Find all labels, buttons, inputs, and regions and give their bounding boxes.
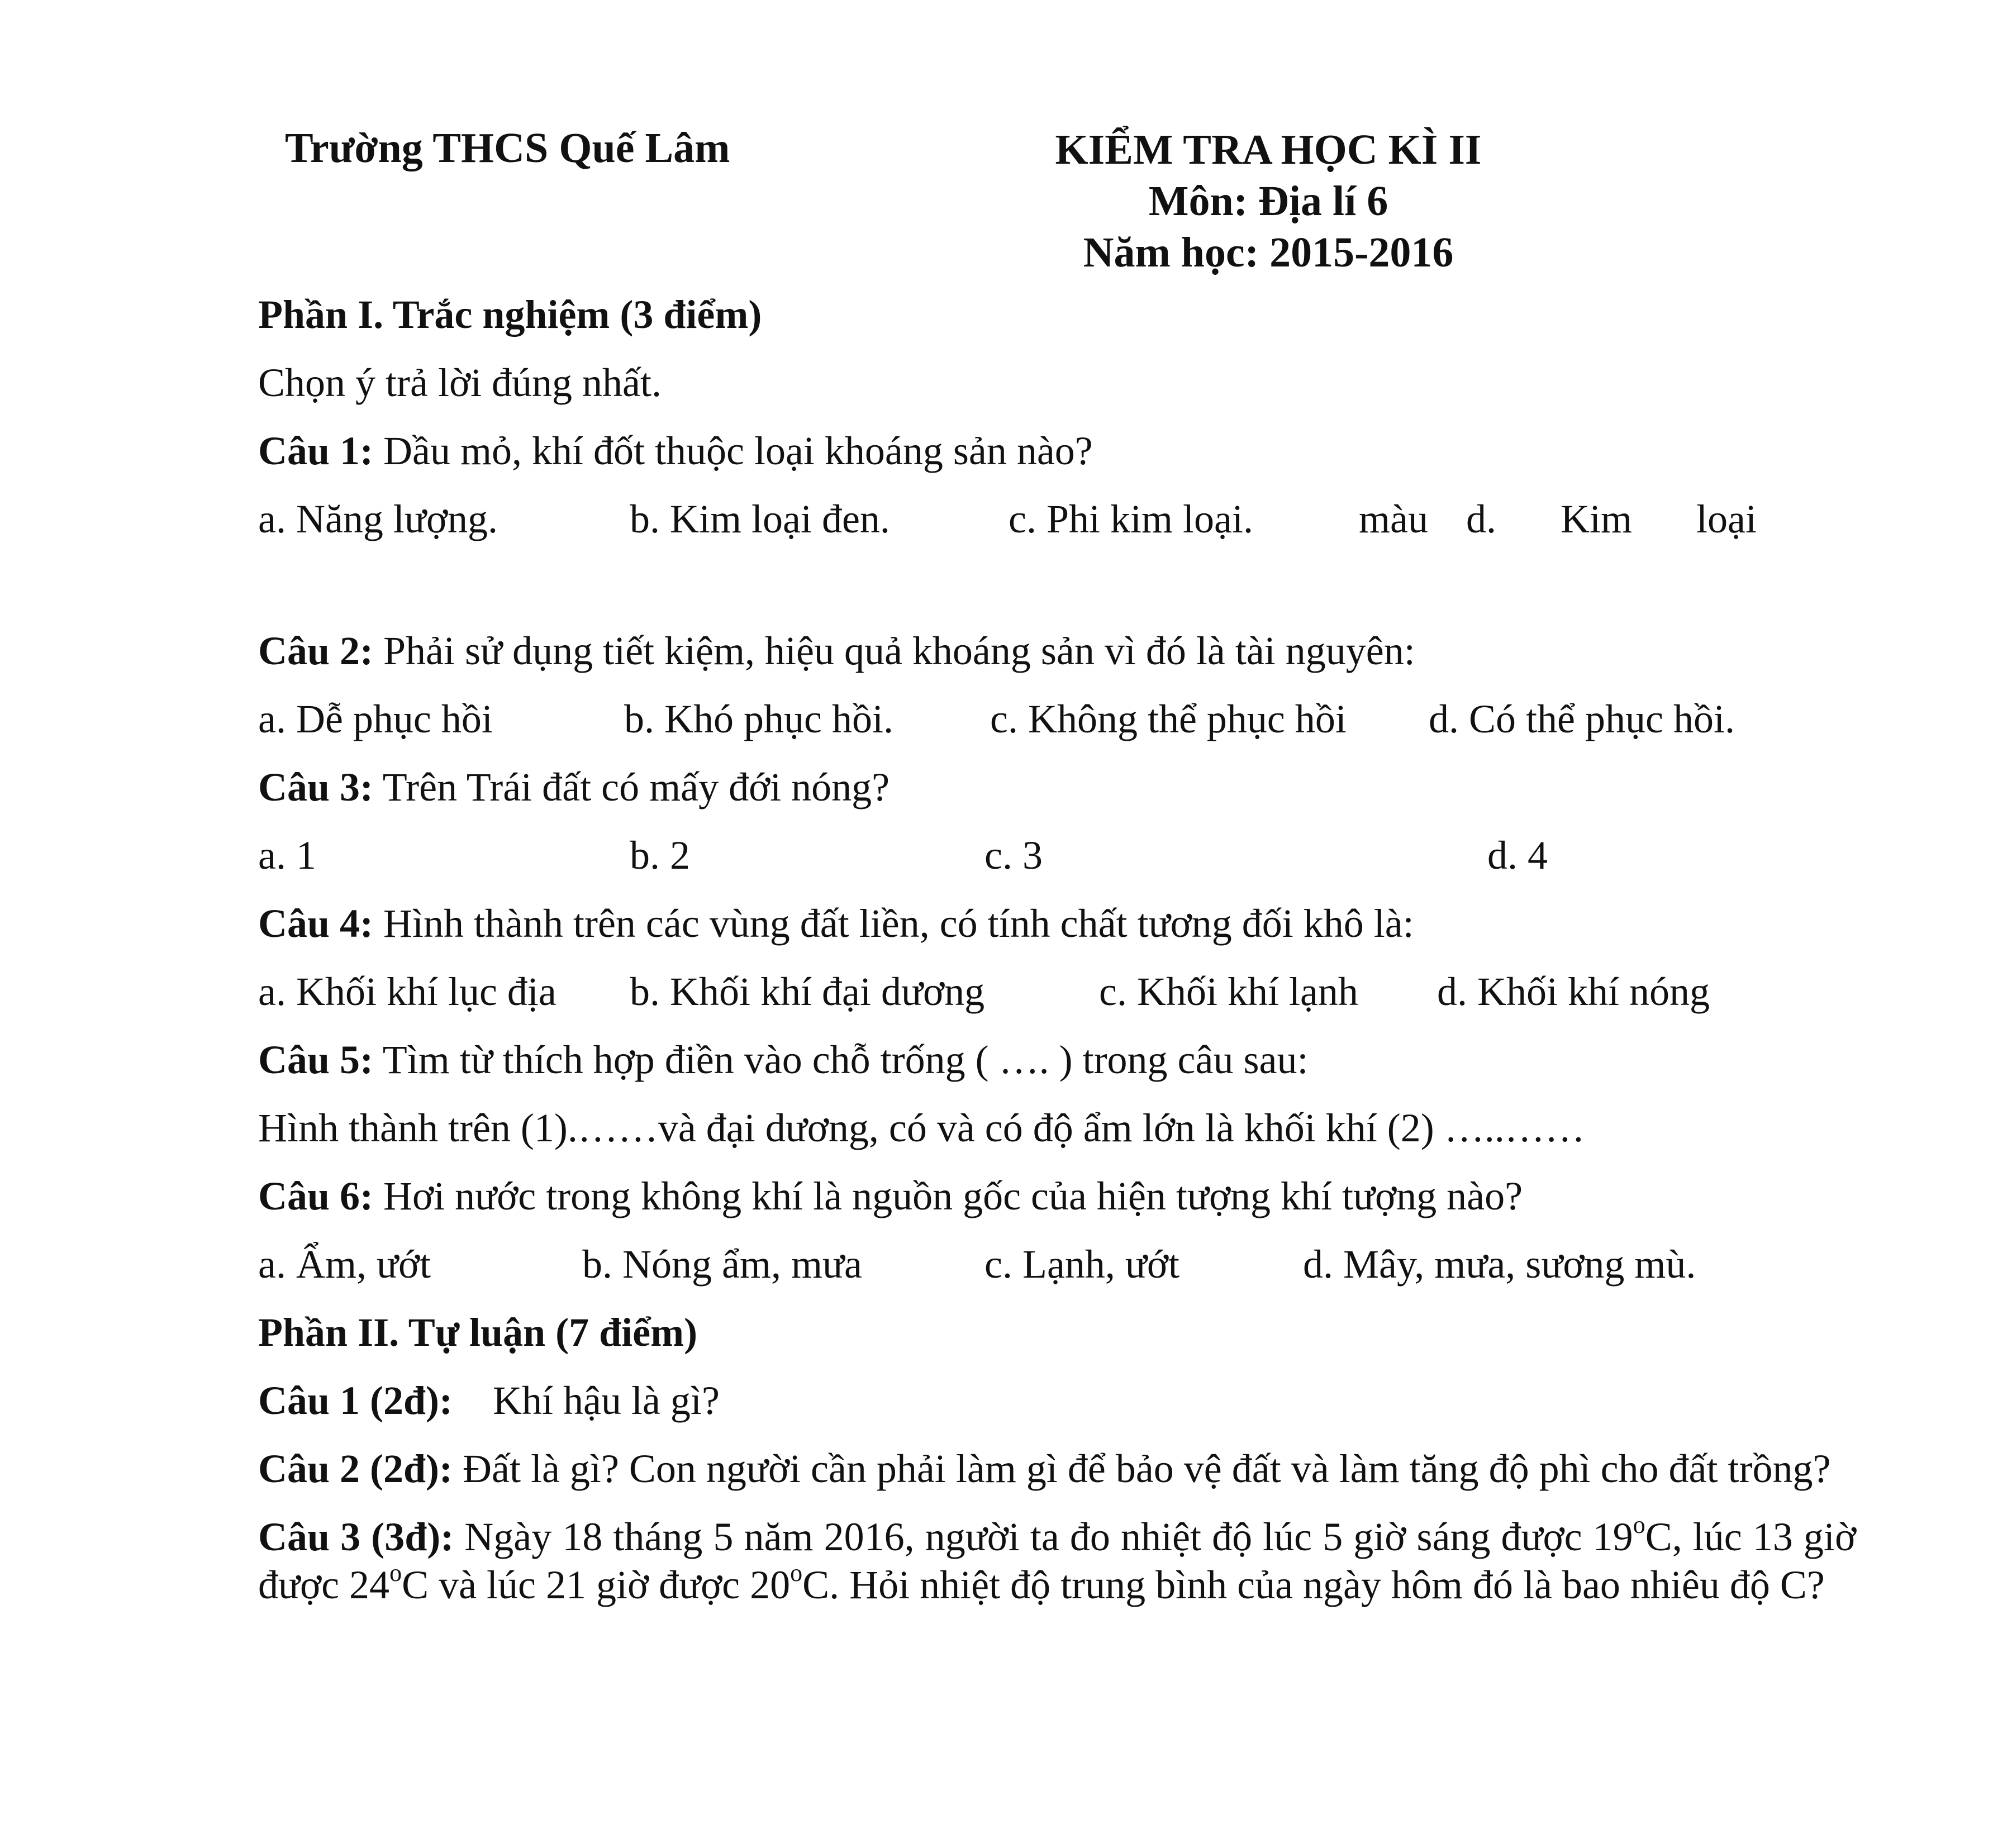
essay-question-2 [258, 1445, 1856, 1493]
essay-question-3-text-2: C, lúc 13 giờ được 24 [258, 1514, 1857, 1607]
essay-question-3 [258, 1513, 1856, 1609]
school-name: Trường THCS Quế Lâm [285, 125, 730, 172]
essay-question-3-text-1: Ngày 18 tháng 5 năm 2016, người ta đo nhiệt độ lúc 5 giờ sáng được 19 [454, 1514, 1633, 1559]
q4-option-a: a. Khối khí lục địa [258, 969, 556, 1014]
q3-option-b: b. 2 [630, 833, 690, 878]
exam-content [258, 290, 1856, 1629]
question-5-label: Câu 5: [258, 1037, 374, 1082]
part1-title: Phần I. Trắc nghiệm (3 điểm) [258, 292, 762, 337]
exam-header [961, 124, 1576, 278]
question-4-label: Câu 4: [258, 901, 374, 946]
question-1 [258, 427, 1856, 495]
question-1-text: Dầu mỏ, khí đốt thuộc loại khoáng sản nào? [373, 428, 1093, 473]
q2-option-a: a. Dễ phục hồi [258, 697, 493, 741]
question-6 [258, 1172, 1856, 1240]
essay-question-2-text: Đất là gì? Con người cần phải làm gì để bảo vệ đất và làm tăng độ phì cho đất trồng? [453, 1446, 1831, 1491]
degree-sign-2: o [389, 1559, 402, 1587]
question-5 [258, 1036, 1856, 1104]
essay-question-1 [258, 1377, 1856, 1445]
question-5-text: Tìm từ thích hợp điền vào chỗ trống ( …. ) trong câu sau: [373, 1037, 1309, 1082]
question-5-fill-sentence: Hình thành trên (1).……và đại dương, có và có độ ẩm lớn là khối khí (2) …..…… [258, 1106, 1585, 1150]
exam-title: KIỂM TRA HỌC KÌ II [1055, 126, 1482, 173]
q1-option-c: c. Phi kim loại. [1009, 497, 1253, 541]
q1-option-b: b. Kim loại đen. [630, 497, 890, 541]
part2-title: Phần II. Tự luận (7 điểm) [258, 1310, 698, 1355]
degree-sign-1: o [1633, 1511, 1645, 1539]
essay-question-2-label: Câu 2 (2đ): [258, 1446, 453, 1491]
q1-option-a: a. Năng lượng. [258, 497, 498, 541]
question-2-text: Phải sử dụng tiết kiệm, hiệu quả khoáng sản vì đó là tài nguyên: [373, 628, 1415, 673]
question-3 [258, 763, 1856, 831]
q6-option-a: a. Ẩm, ướt [258, 1242, 431, 1287]
q4-option-b: b. Khối khí đại dương [630, 969, 985, 1014]
essay-question-1-text: Khí hậu là gì? [453, 1378, 720, 1423]
question-4-text: Hình thành trên các vùng đất liền, có tính chất tương đối khô là: [373, 901, 1414, 946]
part1-instruction: Chọn ý trả lời đúng nhất. [258, 360, 662, 405]
question-2-options [258, 695, 1856, 763]
essay-question-3-label: Câu 3 (3đ): [258, 1514, 454, 1559]
exam-subject: Môn: Địa lí 6 [1148, 178, 1388, 225]
question-3-options [258, 831, 1856, 899]
question-3-label: Câu 3: [258, 765, 374, 809]
essay-question-1-label: Câu 1 (2đ): [258, 1378, 453, 1423]
question-1-label: Câu 1: [258, 428, 374, 473]
q3-option-a: a. 1 [258, 833, 316, 878]
q2-option-d: d. Có thể phục hồi. [1429, 697, 1735, 741]
question-3-text: Trên Trái đất có mấy đới nóng? [373, 765, 890, 809]
q6-option-b: b. Nóng ẩm, mưa [582, 1242, 862, 1287]
q3-option-c: c. 3 [984, 833, 1043, 878]
degree-sign-3: o [790, 1559, 803, 1587]
question-2-label: Câu 2: [258, 628, 374, 673]
q1-option-d: d. Kim loại [1466, 497, 1757, 541]
q3-option-d: d. 4 [1487, 833, 1548, 878]
question-1-options [258, 495, 1856, 627]
q4-option-d: d. Khối khí nóng [1437, 969, 1710, 1014]
q6-option-d: d. Mây, mưa, sương mù. [1303, 1242, 1696, 1287]
q2-option-c: c. Không thể phục hồi [990, 697, 1347, 741]
question-6-text: Hơi nước trong không khí là nguồn gốc của hiện tượng khí tượng nào? [373, 1174, 1523, 1218]
q6-option-c: c. Lạnh, ướt [984, 1242, 1179, 1287]
question-4-options [258, 968, 1856, 1036]
essay-question-3-text-3: C và lúc 21 giờ được 20 [402, 1563, 791, 1607]
q4-option-c: c. Khối khí lạnh [1099, 969, 1358, 1014]
q2-option-b: b. Khó phục hồi. [624, 697, 893, 741]
essay-question-3-text-4: C. Hỏi nhiệt độ trung bình của ngày hôm đó là bao nhiêu độ C? [802, 1563, 1825, 1607]
question-6-options [258, 1240, 1856, 1308]
question-6-label: Câu 6: [258, 1174, 374, 1218]
q1-option-d-continued: màu [1359, 497, 1428, 541]
question-2 [258, 627, 1856, 695]
question-4 [258, 899, 1856, 968]
school-year: Năm học: 2015-2016 [1083, 229, 1454, 276]
